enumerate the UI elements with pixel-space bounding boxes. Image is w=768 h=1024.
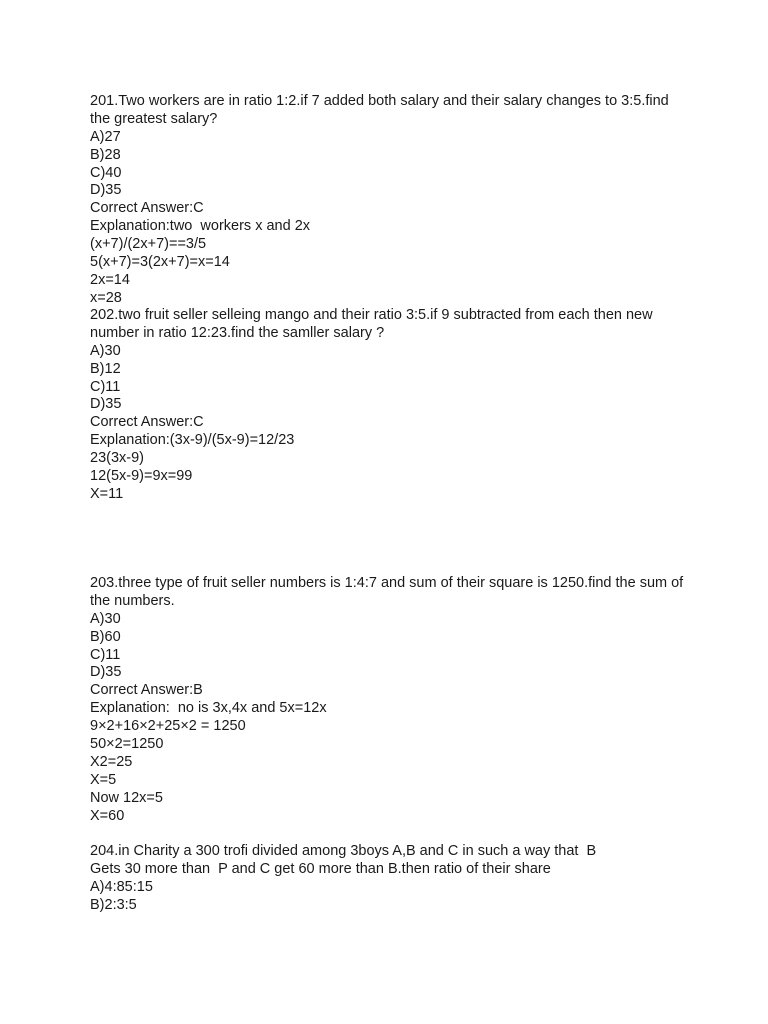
- explanation-line: x=28: [90, 289, 122, 306]
- question-text: 202.two fruit seller selleing mango and their ratio 3:5.if 9 subtracted from each then new number in ratio 12:23.find the samller salary ?: [90, 307, 653, 341]
- explanation-line: 23(3x-9): [90, 450, 144, 467]
- correct-answer: Correct Answer:C: [90, 200, 204, 217]
- explanation-line: 12(5x-9)=9x=99: [90, 468, 193, 485]
- option-b: B)28: [90, 146, 121, 163]
- question-text-line: 204.in Charity a 300 trofi divided among 3boys A,B and C in such a way that B: [90, 843, 597, 859]
- explanation-line: Explanation: no is 3x,4x and 5x=12x: [90, 700, 327, 717]
- explanation-line: Explanation:two workers x and 2x: [90, 218, 311, 235]
- option-d: D)35: [90, 396, 122, 413]
- explanation-line: Now 12x=5: [90, 789, 163, 806]
- correct-answer: Correct Answer:C: [90, 414, 204, 431]
- question-text-line: Gets 30 more than P and C get 60 more than B.then ratio of their share: [90, 860, 551, 877]
- question-text: 201.Two workers are in ratio 1:2.if 7 added both salary and their salary changes to 3:5.find the greatest salary?: [90, 93, 669, 127]
- explanation-line: 5(x+7)=3(2x+7)=x=14: [90, 254, 230, 271]
- option-b: B)2:3:5: [90, 896, 137, 913]
- explanation-line: X=60: [90, 807, 125, 824]
- correct-answer: Correct Answer:B: [90, 682, 203, 699]
- option-c: C)11: [90, 378, 121, 395]
- explanation-line: Explanation:(3x-9)/(5x-9)=12/23: [90, 432, 295, 449]
- question-202: [90, 307, 690, 504]
- question-204: [90, 843, 690, 915]
- option-d: D)35: [90, 182, 122, 199]
- option-a: A)27: [90, 128, 121, 145]
- option-b: B)60: [90, 628, 121, 645]
- explanation-line: 2x=14: [90, 271, 130, 288]
- option-a: A)30: [90, 610, 121, 627]
- explanation-line: X=5: [90, 771, 117, 788]
- explanation-line: 50×2=1250: [90, 736, 164, 753]
- option-c: C)11: [90, 646, 121, 663]
- option-b: B)12: [90, 360, 121, 377]
- question-201: [90, 93, 690, 308]
- explanation-line: 9×2+16×2+25×2 = 1250: [90, 718, 246, 735]
- option-c: C)40: [90, 164, 122, 181]
- option-d: D)35: [90, 664, 122, 681]
- explanation-line: X2=25: [90, 753, 133, 770]
- option-a: A)30: [90, 342, 121, 359]
- option-a: A)4:85:15: [90, 878, 153, 895]
- explanation-line: X=11: [90, 485, 124, 502]
- question-text: 203.three type of fruit seller numbers is 1:4:7 and sum of their square is 1250.find the sum of the numbers.: [90, 575, 684, 609]
- explanation-line: (x+7)/(2x+7)==3/5: [90, 236, 207, 253]
- question-203: [90, 575, 690, 826]
